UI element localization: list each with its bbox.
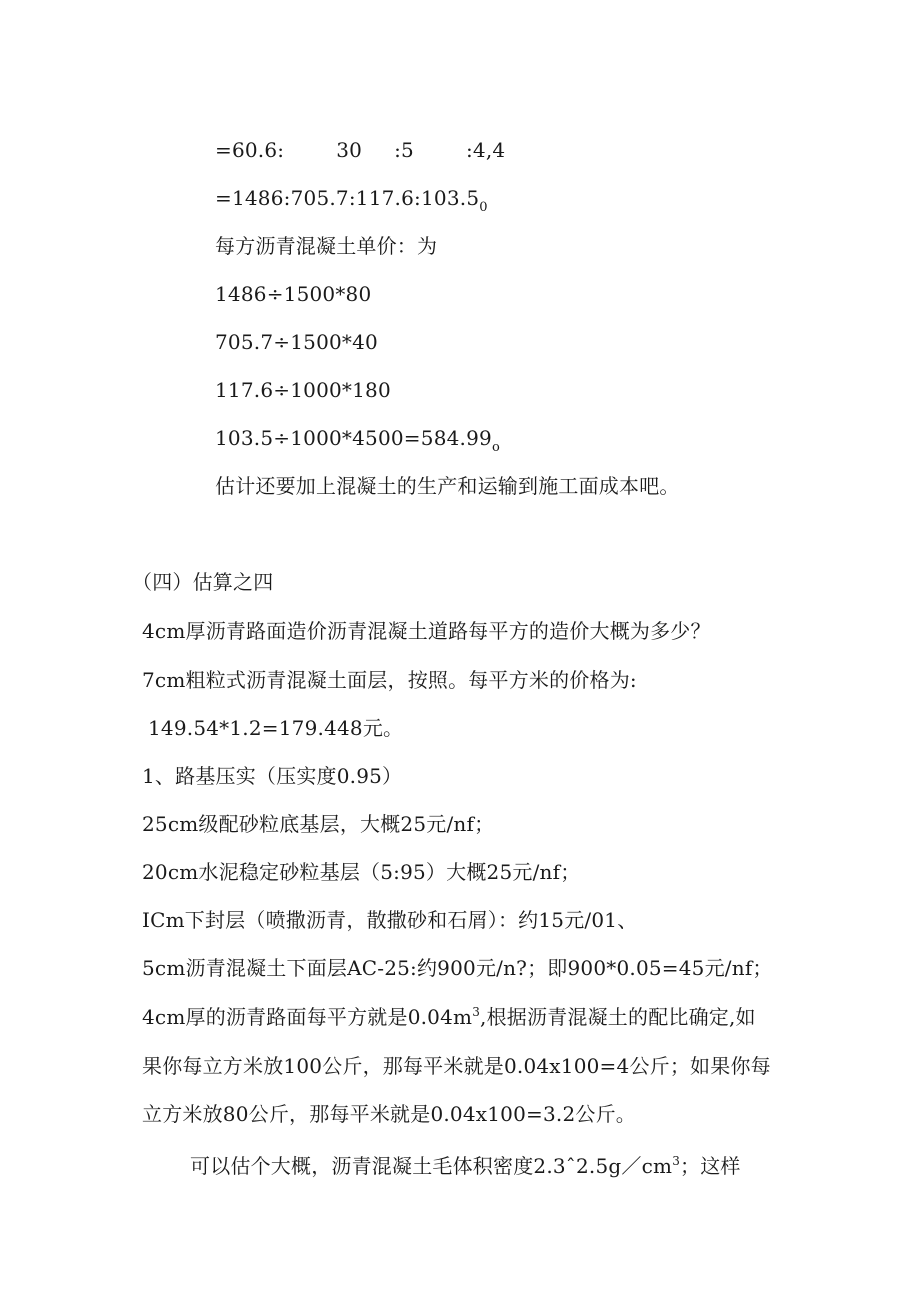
paragraph-line-2: 果你每立方米放100公斤，那每平米就是0.04x100=4公斤；如果你每: [142, 1054, 771, 1078]
paragraph-line-3: 立方米放80公斤，那每平米就是0.04x100=3.2公斤。: [142, 1102, 636, 1126]
paragraph-line-1: [142, 1003, 756, 1034]
item-seal-layer: ICm下封层（喷撒沥青，散撒砂和石屑）：约15元/01、: [142, 908, 638, 932]
paragraph-line-1-superscript: 3: [472, 1005, 481, 1019]
paragraph-line-1-pre: 4cm厚的沥青路面每平方就是0.04m: [142, 1005, 473, 1029]
item-base: 20cm水泥稳定砂粒基层（5:95）大概25元/nf；: [142, 860, 581, 884]
estimate-note: 估计还要加上混凝土的生产和运输到施工面成本吧。: [215, 474, 680, 498]
formula-line-2: 705.7÷1500*40: [215, 330, 378, 354]
ratio-value-b: 30: [336, 138, 363, 162]
question-line: 4cm厚沥青路面造价沥青混凝土道路每平方的造价大概为多少？: [142, 619, 711, 643]
formula-line-1: 1486÷1500*80: [215, 282, 372, 306]
ratio-value-d: :4,4: [465, 138, 506, 162]
formula-line-4-subscript: o: [491, 440, 500, 455]
paragraph-line-4-pre: 可以估个大概，沥青混凝土毛体积密度2.3ˆ2.5g／cm: [190, 1154, 673, 1178]
paragraph-line-4-superscript: 3: [672, 1154, 681, 1168]
paragraph-line-4: [190, 1152, 741, 1183]
ratio-line-2-subscript: 0: [479, 200, 488, 215]
ratio-value-c: :5: [394, 138, 414, 162]
paragraph-line-1-post: ,根据沥青混凝土的配比确定,如: [480, 1005, 756, 1029]
formula-line-3: 117.6÷1000*180: [215, 378, 391, 402]
unit-price-heading: 每方沥青混凝土单价：为: [215, 234, 438, 258]
item-subbase: 25cm级配砂粒底基层，大概25元/nf；: [142, 812, 495, 836]
formula-line-4-text: 103.5÷1000*4500=584.99: [215, 426, 492, 450]
item-roadbed: 1、路基压实（压实度0.95）: [142, 764, 403, 788]
ratio-line-2-text: =1486:705.7:117.6:103.5: [215, 186, 480, 210]
coarse-layer-line: 7cm粗粒式沥青混凝土面层，按照。每平方米的价格为:: [142, 668, 637, 692]
price-calc-line: 149.54*1.2=179.448元。: [148, 716, 404, 740]
ratio-line-2: [215, 184, 488, 216]
ratio-value-a: =60.6:: [215, 138, 285, 162]
item-lower-layer: 5cm沥青混凝土下面层AC-25:约900元/n?；即900*0.05=45元/nf；: [142, 956, 773, 980]
section-heading: （四）估算之四: [132, 570, 274, 594]
paragraph-line-4-post: ；这样: [680, 1154, 741, 1178]
ratio-line-1: [215, 136, 505, 164]
formula-line-4: [215, 424, 500, 456]
